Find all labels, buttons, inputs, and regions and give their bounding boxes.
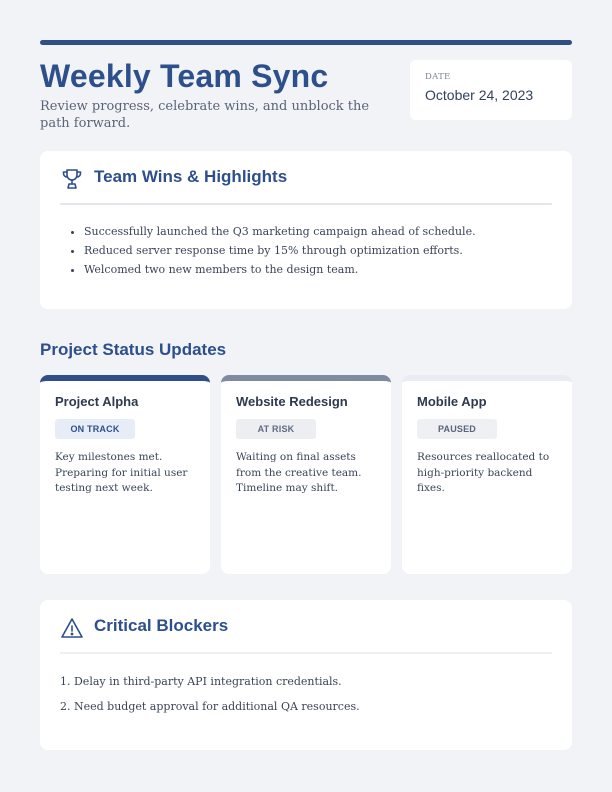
project-name: Project Alpha — [55, 394, 139, 409]
projects-title: Project Status Updates — [40, 340, 227, 359]
project-description: Waiting on final assets from the creative team. Timeline may shift. — [236, 451, 362, 494]
list-item: 1. Delay in third-party API integration credentials. — [60, 675, 342, 688]
warning-icon — [60, 616, 84, 640]
project-card-mobile-app — [402, 375, 572, 574]
wins-title: Team Wins & Highlights — [94, 167, 288, 186]
list-item: 2. Need budget approval for additional QA resources. — [60, 700, 360, 713]
date-card — [410, 60, 572, 120]
blockers-list — [60, 669, 552, 719]
page-title: Weekly Team Sync — [40, 58, 329, 94]
list-item: • Successfully launched the Q3 marketing campaign ahead of schedule. — [84, 222, 552, 241]
header-accent-bar — [40, 40, 572, 45]
blockers-header — [60, 600, 552, 654]
status-badge: AT RISK — [236, 419, 316, 439]
blockers-card — [40, 600, 572, 750]
list-item: • Reduced server response time by 15% through optimization efforts. — [84, 241, 552, 260]
wins-card — [40, 151, 572, 309]
date-value: October 24, 2023 — [425, 87, 534, 103]
blockers-title: Critical Blockers — [94, 616, 229, 635]
project-name: Mobile App — [417, 394, 487, 409]
project-description: Key milestones met. Preparing for initial user testing next week. — [55, 451, 188, 494]
wins-header — [60, 151, 552, 205]
project-description: Resources reallocated to high-priority backend fixes. — [417, 451, 550, 494]
project-name: Website Redesign — [236, 394, 348, 409]
list-item: • Welcomed two new members to the design team. — [84, 260, 552, 279]
status-badge: ON TRACK — [55, 419, 135, 439]
trophy-icon — [60, 167, 84, 191]
project-card-website-redesign — [221, 375, 391, 574]
page-subtitle: Review progress, celebrate wins, and unblock the path forward. — [40, 99, 370, 131]
project-card-alpha — [40, 375, 210, 574]
status-badge: PAUSED — [417, 419, 497, 439]
wins-list — [84, 222, 552, 279]
date-label: DATE — [425, 72, 451, 82]
